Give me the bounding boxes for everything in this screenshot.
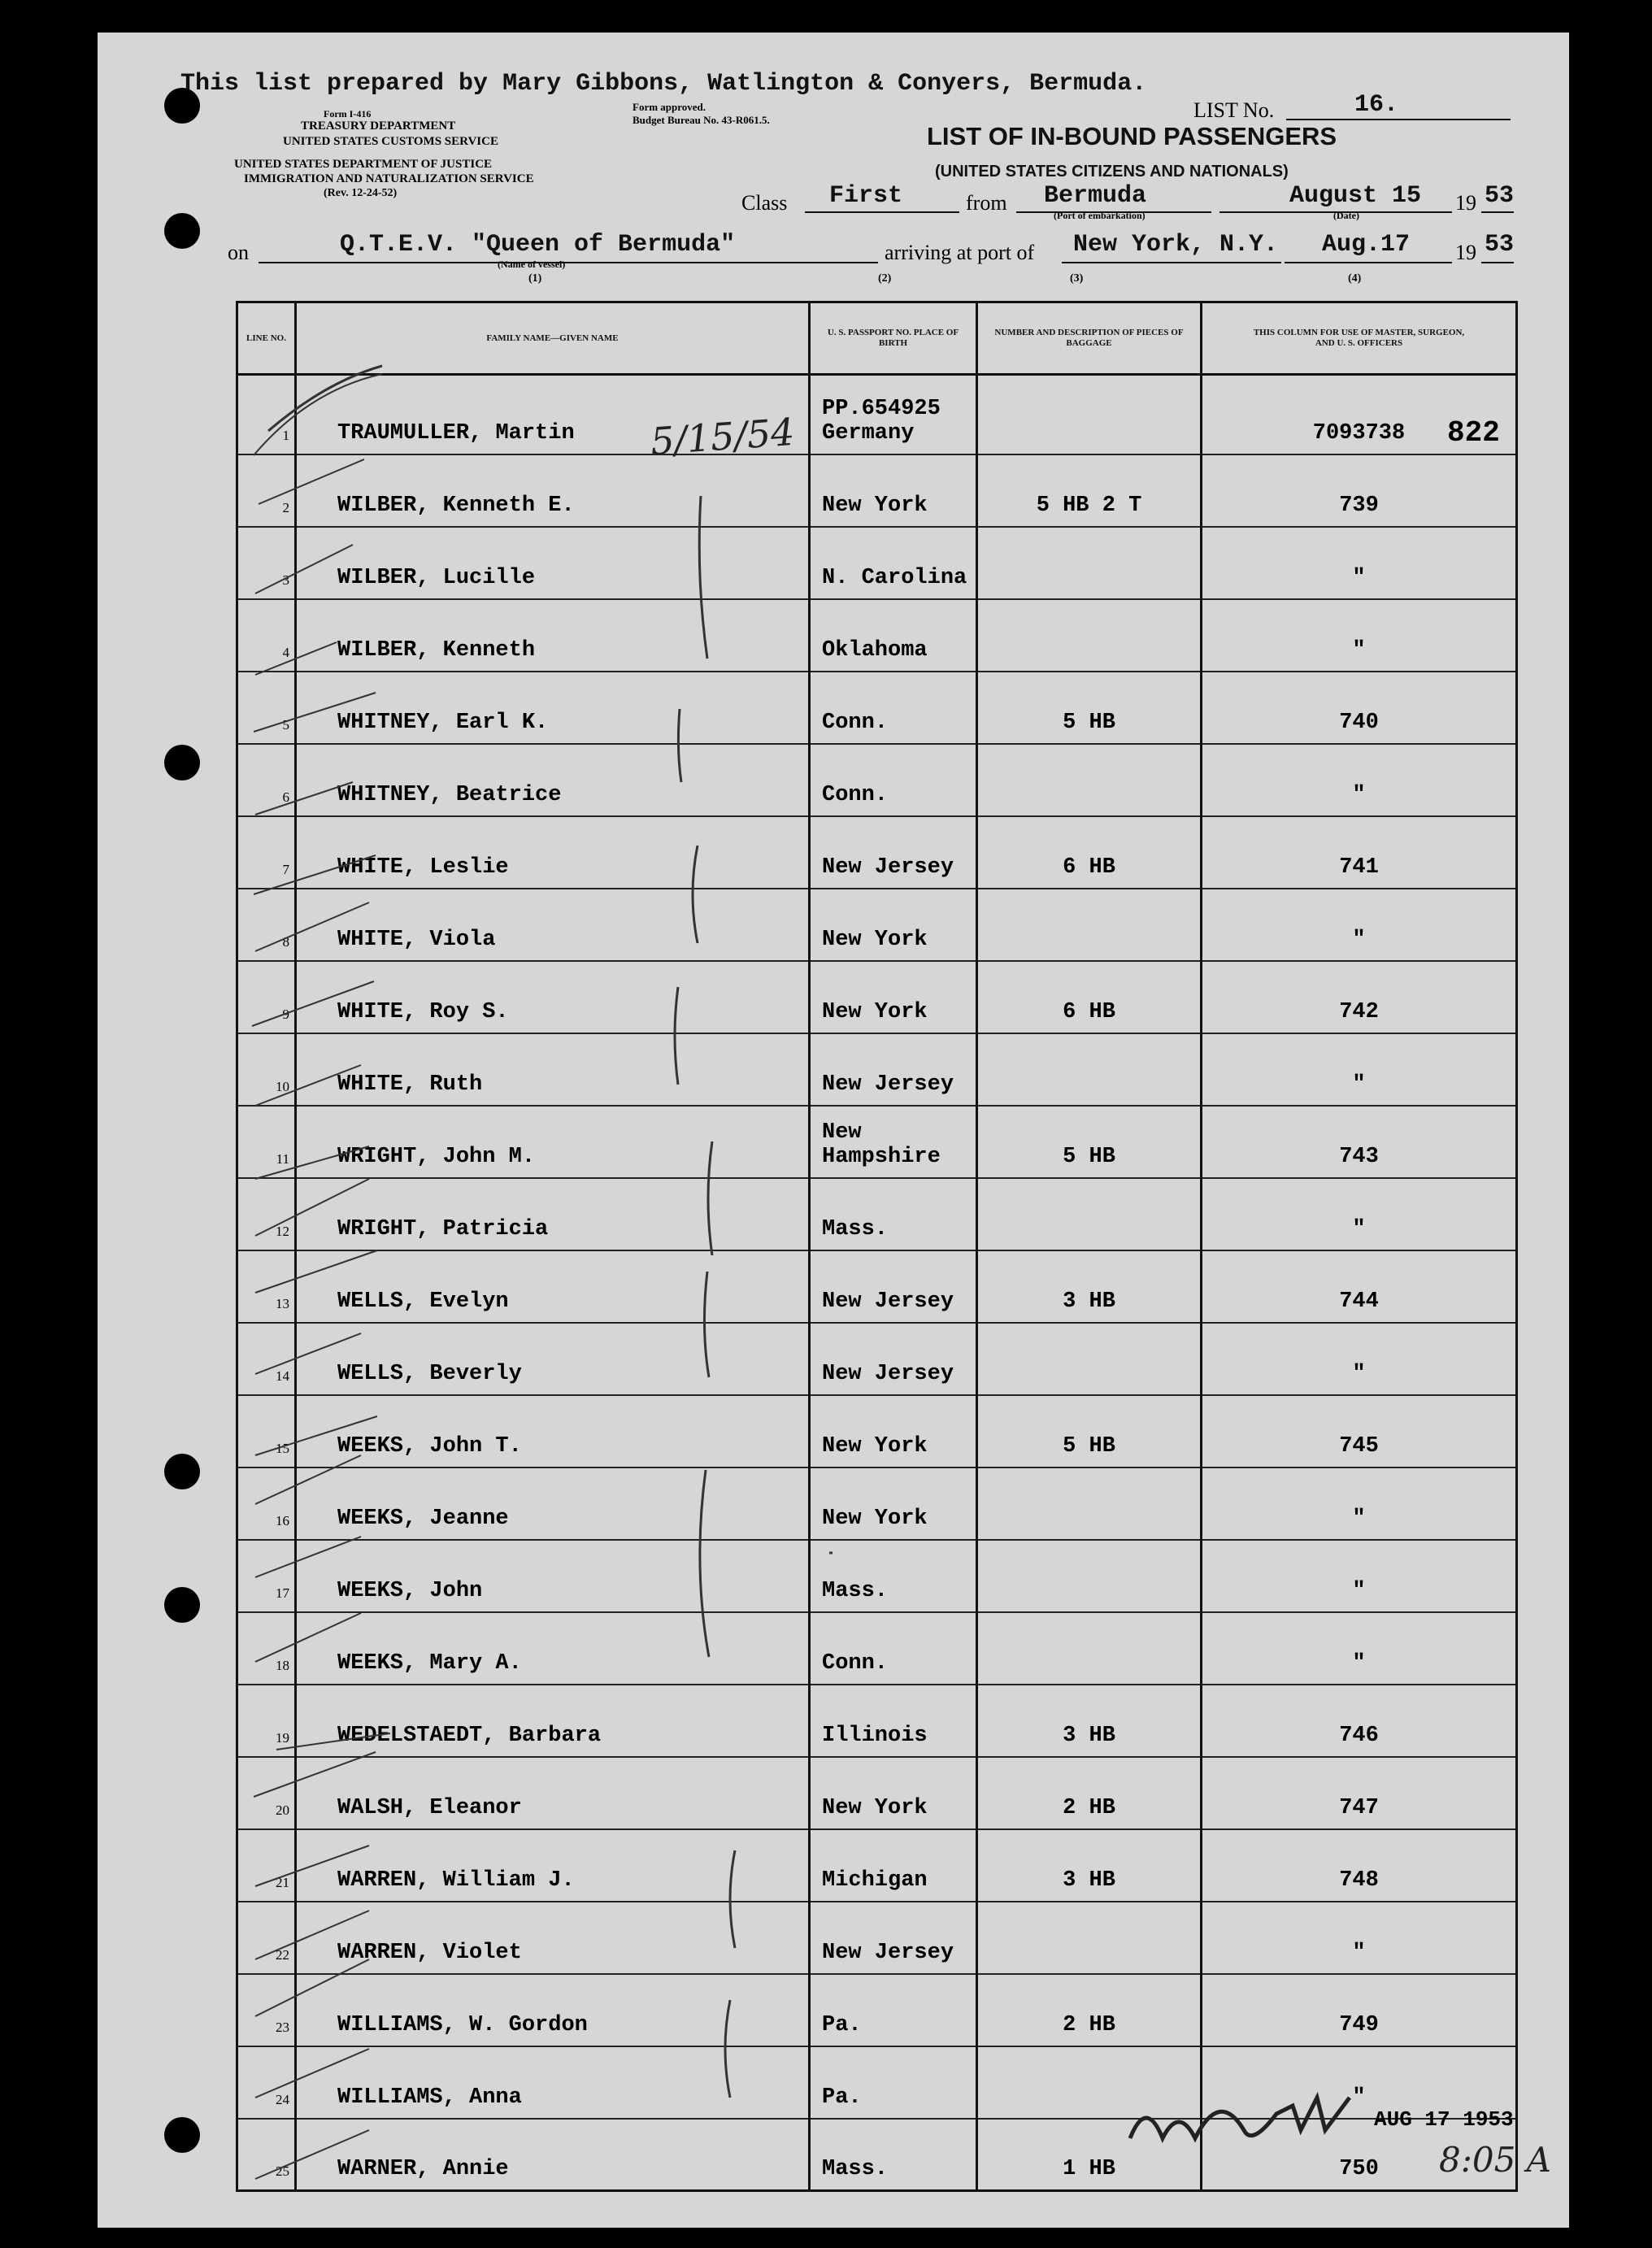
place-of-birth: Pa.	[810, 2046, 977, 2119]
family-name: WHITNEY,	[337, 710, 443, 735]
treasury-department: TREASURY DEPARTMENT	[301, 120, 456, 133]
officer-use: 748	[1202, 1829, 1517, 1902]
arrival-year-prefix: 19	[1455, 241, 1476, 264]
line-number: 15	[237, 1395, 296, 1468]
justice-department: UNITED STATES DEPARTMENT OF JUSTICE	[234, 158, 493, 171]
arriving-label: arriving at port of	[885, 241, 1035, 264]
family-name: WEEKS,	[337, 1433, 417, 1459]
column-header-line: LINE NO.	[237, 302, 296, 375]
given-name: Violet	[442, 1940, 522, 1965]
family-name: WALSH,	[337, 1795, 417, 1820]
family-name: WELLS,	[337, 1289, 417, 1314]
place-of-birth: Conn.	[810, 672, 977, 744]
place-of-birth: New York	[810, 454, 977, 527]
family-name: WEEKS,	[337, 1650, 417, 1676]
baggage: 3 HB	[977, 1250, 1202, 1323]
family-name: WILBER,	[337, 493, 430, 518]
line-number: 17	[237, 1540, 296, 1612]
officer-use: "	[1202, 1540, 1517, 1612]
officer-use: 744	[1202, 1250, 1517, 1323]
baggage: 6 HB	[977, 961, 1202, 1033]
officer-use: "	[1202, 527, 1517, 599]
officer-use: "	[1202, 889, 1517, 961]
officer-use: "	[1202, 2046, 1517, 2119]
officer-use: "	[1202, 599, 1517, 672]
given-name: Kenneth E.	[442, 493, 575, 518]
given-name: Martin	[495, 420, 575, 446]
place-of-birth: N. Carolina	[810, 527, 977, 599]
given-name: Roy S.	[429, 999, 509, 1024]
family-name: WEEKS,	[337, 1578, 417, 1603]
officer-use: 740	[1202, 672, 1517, 744]
date-caption: (Date)	[1333, 210, 1359, 221]
line-number: 25	[237, 2119, 296, 2191]
place-of-birth: New York	[810, 1395, 977, 1468]
line-number: 8	[237, 889, 296, 961]
line-number: 6	[237, 744, 296, 816]
place-of-birth: Mass.	[810, 1540, 977, 1612]
given-name: Eleanor	[429, 1795, 522, 1820]
baggage: 2 HB	[977, 1974, 1202, 2046]
officer-use: 745	[1202, 1395, 1517, 1468]
baggage: 6 HB	[977, 816, 1202, 889]
officer-use: 746	[1202, 1685, 1517, 1757]
family-name: WHITNEY,	[337, 782, 443, 807]
officer-use: 749	[1202, 1974, 1517, 2046]
line-number: 19	[237, 1685, 296, 1757]
family-name: WARREN,	[337, 1940, 430, 1965]
place-of-birth: New Jersey	[810, 1323, 977, 1395]
officer-use: 739	[1202, 454, 1517, 527]
list-no-value: 16.	[1354, 91, 1399, 119]
given-name: Barbara	[508, 1723, 602, 1748]
place-of-birth: PP.654925 Germany	[810, 375, 977, 454]
given-name: John T.	[429, 1433, 522, 1459]
given-name: Patricia	[442, 1216, 549, 1241]
place-of-birth: New Jersey	[810, 1902, 977, 1974]
port-embark-caption: (Port of embarkation)	[1054, 210, 1146, 221]
place-of-birth: Oklahoma	[810, 599, 977, 672]
officer-use: 743	[1202, 1106, 1517, 1178]
column-header-passport: U. S. PASSPORT NO. PLACE OF BIRTH	[810, 302, 977, 375]
line-number: 14	[237, 1323, 296, 1395]
line-number: 10	[237, 1033, 296, 1106]
place-of-birth: New Jersey	[810, 1250, 977, 1323]
side-number: 822	[1447, 416, 1500, 450]
line-number: 24	[237, 2046, 296, 2119]
officer-use: 741	[1202, 816, 1517, 889]
family-name: WRIGHT,	[337, 1144, 430, 1169]
given-name: Beverly	[429, 1361, 522, 1386]
col2-number: (2)	[878, 272, 892, 285]
vessel-col-number: (1)	[528, 272, 542, 285]
from-value: Bermuda	[1044, 182, 1147, 210]
officer-use: "	[1202, 1612, 1517, 1685]
given-name: John M.	[442, 1144, 536, 1169]
baggage: 1 HB	[977, 2119, 1202, 2191]
place-of-birth: New York	[810, 1468, 977, 1540]
given-name: Annie	[442, 2157, 509, 2181]
place-of-birth: New Jersey	[810, 1033, 977, 1106]
arrival-port: New York, N.Y.	[1073, 231, 1279, 259]
place-of-birth: Michigan	[810, 1829, 977, 1902]
vessel-name: Q.T.E.V. "Queen of Bermuda"	[340, 231, 736, 259]
arrival-stamp: AUG 17 1953	[1374, 2107, 1514, 2132]
list-no-label: LIST No.	[1193, 98, 1275, 122]
given-name: Beatrice	[455, 782, 562, 807]
budget-bureau: Budget Bureau No. 43-R061.5.	[633, 114, 770, 126]
family-name: WEDELSTAEDT,	[337, 1723, 496, 1748]
place-of-birth: Pa.	[810, 1974, 977, 2046]
departure-year-prefix: 19	[1455, 191, 1476, 215]
family-name: WILLIAMS,	[337, 2012, 456, 2037]
line-number: 13	[237, 1250, 296, 1323]
family-name: TRAUMULLER,	[337, 420, 483, 446]
family-name: WHITE,	[337, 854, 417, 880]
place-of-birth: New Hampshire	[810, 1106, 977, 1178]
given-name: William J.	[442, 1868, 575, 1893]
col4-number: (4)	[1348, 272, 1362, 285]
baggage: 5 HB 2 T	[977, 454, 1202, 527]
place-of-birth: Illinois	[810, 1685, 977, 1757]
place-of-birth: Mass.	[810, 2119, 977, 2191]
baggage: 2 HB	[977, 1757, 1202, 1829]
arrival-year: 53	[1485, 231, 1515, 259]
on-label: on	[228, 241, 249, 264]
baggage: 5 HB	[977, 1106, 1202, 1178]
given-name: Ruth	[429, 1072, 483, 1097]
column-header-baggage: NUMBER AND DESCRIPTION OF PIECES OF BAGGAGE	[977, 302, 1202, 375]
baggage: 5 HB	[977, 672, 1202, 744]
officer-use: 750	[1202, 2119, 1517, 2191]
place-of-birth: Conn.	[810, 1612, 977, 1685]
officer-use: "	[1202, 1323, 1517, 1395]
baggage: 3 HB	[977, 1685, 1202, 1757]
family-name: WEEKS,	[337, 1506, 417, 1531]
line-number: 9	[237, 961, 296, 1033]
place-of-birth: New York	[810, 889, 977, 961]
line-number: 11	[237, 1106, 296, 1178]
given-name: Earl K.	[455, 710, 549, 735]
place-of-birth: New York	[810, 961, 977, 1033]
col3-number: (3)	[1070, 272, 1084, 285]
given-name: Evelyn	[429, 1289, 509, 1314]
inspector-initials	[1122, 2081, 1366, 2171]
line-number: 16	[237, 1468, 296, 1540]
line-number: 4	[237, 599, 296, 672]
line-number: 18	[237, 1612, 296, 1685]
ins-service: IMMIGRATION AND NATURALIZATION SERVICE	[244, 172, 534, 185]
place-of-birth: New Jersey	[810, 816, 977, 889]
place-of-birth: Mass.	[810, 1178, 977, 1250]
family-name: WHITE,	[337, 1072, 417, 1097]
handwritten-date: 5/15/54	[649, 409, 797, 464]
family-name: WHITE,	[337, 999, 417, 1024]
officer-use: "	[1202, 1033, 1517, 1106]
class-label: Class	[741, 191, 788, 215]
handwritten-time: 8:05 A	[1439, 2140, 1551, 2180]
officer-use: "	[1202, 1178, 1517, 1250]
family-name: WILBER,	[337, 565, 430, 590]
vessel-caption: (Name of vessel)	[498, 259, 566, 270]
given-name: Mary A.	[429, 1650, 522, 1676]
departure-date: August 15	[1289, 182, 1422, 210]
line-number: 5	[237, 672, 296, 744]
line-number: 7	[237, 816, 296, 889]
place-of-birth: Conn.	[810, 744, 977, 816]
officer-use: 7093738	[1202, 375, 1517, 454]
family-name: WELLS,	[337, 1361, 417, 1386]
given-name: Jeanne	[429, 1506, 509, 1531]
given-name: Viola	[429, 927, 496, 952]
given-name: Kenneth	[442, 637, 536, 663]
family-name: WHITE,	[337, 927, 417, 952]
given-name: Leslie	[429, 854, 509, 880]
given-name: John	[429, 1578, 483, 1603]
given-name: W. Gordon	[469, 2012, 588, 2037]
line-number: 21	[237, 1829, 296, 1902]
baggage: 5 HB	[977, 1395, 1202, 1468]
customs-service: UNITED STATES CUSTOMS SERVICE	[283, 135, 498, 148]
line-number: 3	[237, 527, 296, 599]
officer-use: 742	[1202, 961, 1517, 1033]
place-of-birth: New York	[810, 1757, 977, 1829]
officer-use: 747	[1202, 1757, 1517, 1829]
given-name: Lucille	[442, 565, 536, 590]
family-name: WARREN,	[337, 1868, 430, 1893]
line-number: 20	[237, 1757, 296, 1829]
officer-use: "	[1202, 744, 1517, 816]
line-number: 22	[237, 1902, 296, 1974]
form-subtitle: (UNITED STATES CITIZENS AND NATIONALS)	[935, 163, 1289, 180]
form-title: LIST OF IN-BOUND PASSENGERS	[927, 122, 1337, 150]
column-header-name: FAMILY NAME—GIVEN NAME	[296, 302, 810, 375]
family-name: WILLIAMS,	[337, 2085, 456, 2110]
column-header-officers: THIS COLUMN FOR USE OF MASTER, SURGEON, AND U. S. OFFICERS	[1202, 302, 1517, 375]
line-number: 1	[237, 375, 296, 454]
family-name: WARNER,	[337, 2157, 430, 2181]
family-name: WRIGHT,	[337, 1216, 430, 1241]
line-number: 23	[237, 1974, 296, 2046]
prepared-by-note: This list prepared by Mary Gibbons, Watlington & Conyers, Bermuda.	[180, 70, 1147, 98]
form-revision: (Rev. 12-24-52)	[324, 187, 398, 199]
line-number: 2	[237, 454, 296, 527]
given-name: Anna	[469, 2085, 522, 2110]
arrival-date: Aug.17	[1322, 231, 1411, 259]
form-number: Form I-416	[324, 108, 372, 120]
baggage: 3 HB	[977, 1829, 1202, 1902]
officer-use: "	[1202, 1902, 1517, 1974]
class-value: First	[829, 182, 903, 210]
departure-year: 53	[1485, 182, 1515, 210]
officer-use: "	[1202, 1468, 1517, 1540]
line-number: 12	[237, 1178, 296, 1250]
form-approved: Form approved.	[633, 101, 706, 113]
from-label: from	[966, 191, 1007, 215]
family-name: WILBER,	[337, 637, 430, 663]
